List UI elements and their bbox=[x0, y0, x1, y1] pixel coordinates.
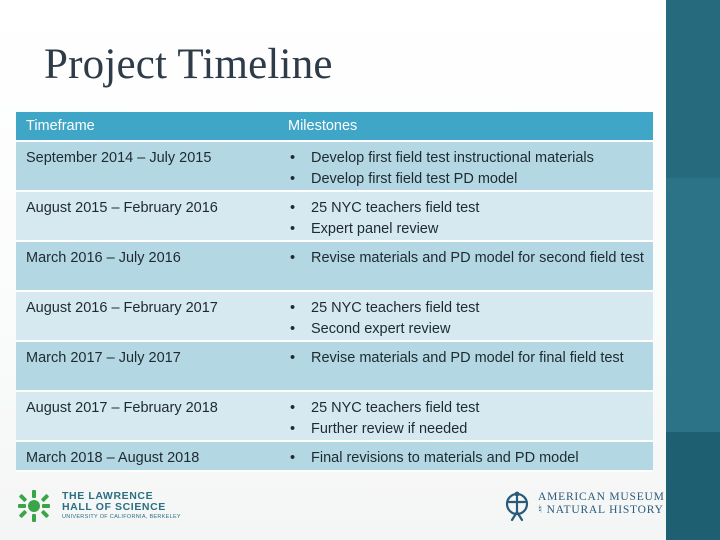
milestone-text: 25 NYC teachers field test bbox=[311, 400, 480, 416]
bullet-icon: • bbox=[290, 450, 296, 466]
side-accent-segment bbox=[666, 432, 720, 540]
milestone-item bbox=[288, 219, 647, 240]
slide-title: Project Timeline bbox=[44, 41, 333, 88]
table-header-row bbox=[16, 112, 653, 141]
milestone-item bbox=[288, 348, 647, 369]
bullet-icon: • bbox=[290, 171, 296, 187]
milestone-item bbox=[288, 148, 647, 169]
timeframe-cell: August 2016 – February 2017 bbox=[16, 291, 278, 341]
milestones-cell bbox=[278, 191, 653, 241]
table-row bbox=[16, 341, 653, 391]
timeframe-cell: August 2017 – February 2018 bbox=[16, 391, 278, 441]
timeline-table bbox=[16, 112, 653, 472]
milestone-text: Revise materials and PD model for second field test bbox=[311, 250, 644, 266]
lawrence-hall-line2: HALL OF SCIENCE bbox=[62, 501, 166, 513]
bullet-icon: • bbox=[290, 321, 296, 337]
milestones-cell bbox=[278, 291, 653, 341]
milestone-list bbox=[288, 198, 647, 240]
table-row bbox=[16, 141, 653, 191]
milestones-cell bbox=[278, 441, 653, 471]
milestones-cell bbox=[278, 241, 653, 291]
milestone-item bbox=[288, 298, 647, 319]
lawrence-hall-line1: THE LAWRENCE bbox=[62, 490, 154, 502]
milestone-list bbox=[288, 248, 647, 269]
table-row bbox=[16, 241, 653, 291]
bullet-icon: • bbox=[290, 421, 296, 437]
side-accent-segment bbox=[666, 0, 720, 178]
milestone-list bbox=[288, 298, 647, 340]
table-row bbox=[16, 291, 653, 341]
table-row bbox=[16, 191, 653, 241]
milestone-text: 25 NYC teachers field test bbox=[311, 300, 480, 316]
milestone-item bbox=[288, 248, 647, 269]
bullet-icon: • bbox=[290, 250, 296, 266]
milestone-item bbox=[288, 198, 647, 219]
milestone-item bbox=[288, 169, 647, 190]
milestones-header: Milestones bbox=[278, 112, 653, 141]
milestones-cell bbox=[278, 341, 653, 391]
milestone-list bbox=[288, 398, 647, 440]
amnh-line2: ♮ NATURAL HISTORY bbox=[538, 504, 664, 516]
milestone-text: Second expert review bbox=[311, 321, 451, 337]
milestone-text: Final revisions to materials and PD model bbox=[311, 450, 579, 466]
table-row bbox=[16, 441, 653, 471]
bullet-icon: • bbox=[290, 221, 296, 237]
milestone-item bbox=[288, 448, 647, 469]
lawrence-hall-wordmark bbox=[62, 491, 181, 522]
timeframe-header: Timeframe bbox=[16, 112, 278, 141]
amnh-line1: AMERICAN MUSEUM bbox=[538, 491, 665, 503]
timeframe-cell: March 2017 – July 2017 bbox=[16, 341, 278, 391]
milestones-cell bbox=[278, 141, 653, 191]
bullet-icon: • bbox=[290, 300, 296, 316]
milestone-text: Expert panel review bbox=[311, 221, 439, 237]
bullet-icon: • bbox=[290, 400, 296, 416]
milestone-list bbox=[288, 348, 647, 369]
milestone-text: Develop first field test instructional materials bbox=[311, 150, 594, 166]
lawrence-hall-line3: UNIVERSITY OF CALIFORNIA, BERKELEY bbox=[62, 514, 181, 520]
side-accent-bar bbox=[666, 0, 720, 540]
timeframe-cell: September 2014 – July 2015 bbox=[16, 141, 278, 191]
milestone-list bbox=[288, 148, 647, 190]
side-accent-segment bbox=[666, 178, 720, 432]
milestone-text: Develop first field test PD model bbox=[311, 171, 518, 187]
amnh-figure-icon bbox=[503, 488, 533, 522]
milestone-text: 25 NYC teachers field test bbox=[311, 200, 480, 216]
milestone-text: Further review if needed bbox=[311, 421, 468, 437]
timeframe-cell: August 2015 – February 2016 bbox=[16, 191, 278, 241]
amnh-wordmark bbox=[538, 491, 665, 517]
bullet-icon: • bbox=[290, 350, 296, 366]
milestone-item bbox=[288, 398, 647, 419]
milestones-cell bbox=[278, 391, 653, 441]
milestone-text: Revise materials and PD model for final field test bbox=[311, 350, 624, 366]
bullet-icon: • bbox=[290, 200, 296, 216]
lawrence-hall-emblem-icon bbox=[16, 488, 56, 524]
milestone-list bbox=[288, 448, 647, 469]
milestone-item bbox=[288, 319, 647, 340]
timeframe-cell: March 2016 – July 2016 bbox=[16, 241, 278, 291]
milestone-item bbox=[288, 419, 647, 440]
table-row bbox=[16, 391, 653, 441]
bullet-icon: • bbox=[290, 150, 296, 166]
timeframe-cell: March 2018 – August 2018 bbox=[16, 441, 278, 471]
